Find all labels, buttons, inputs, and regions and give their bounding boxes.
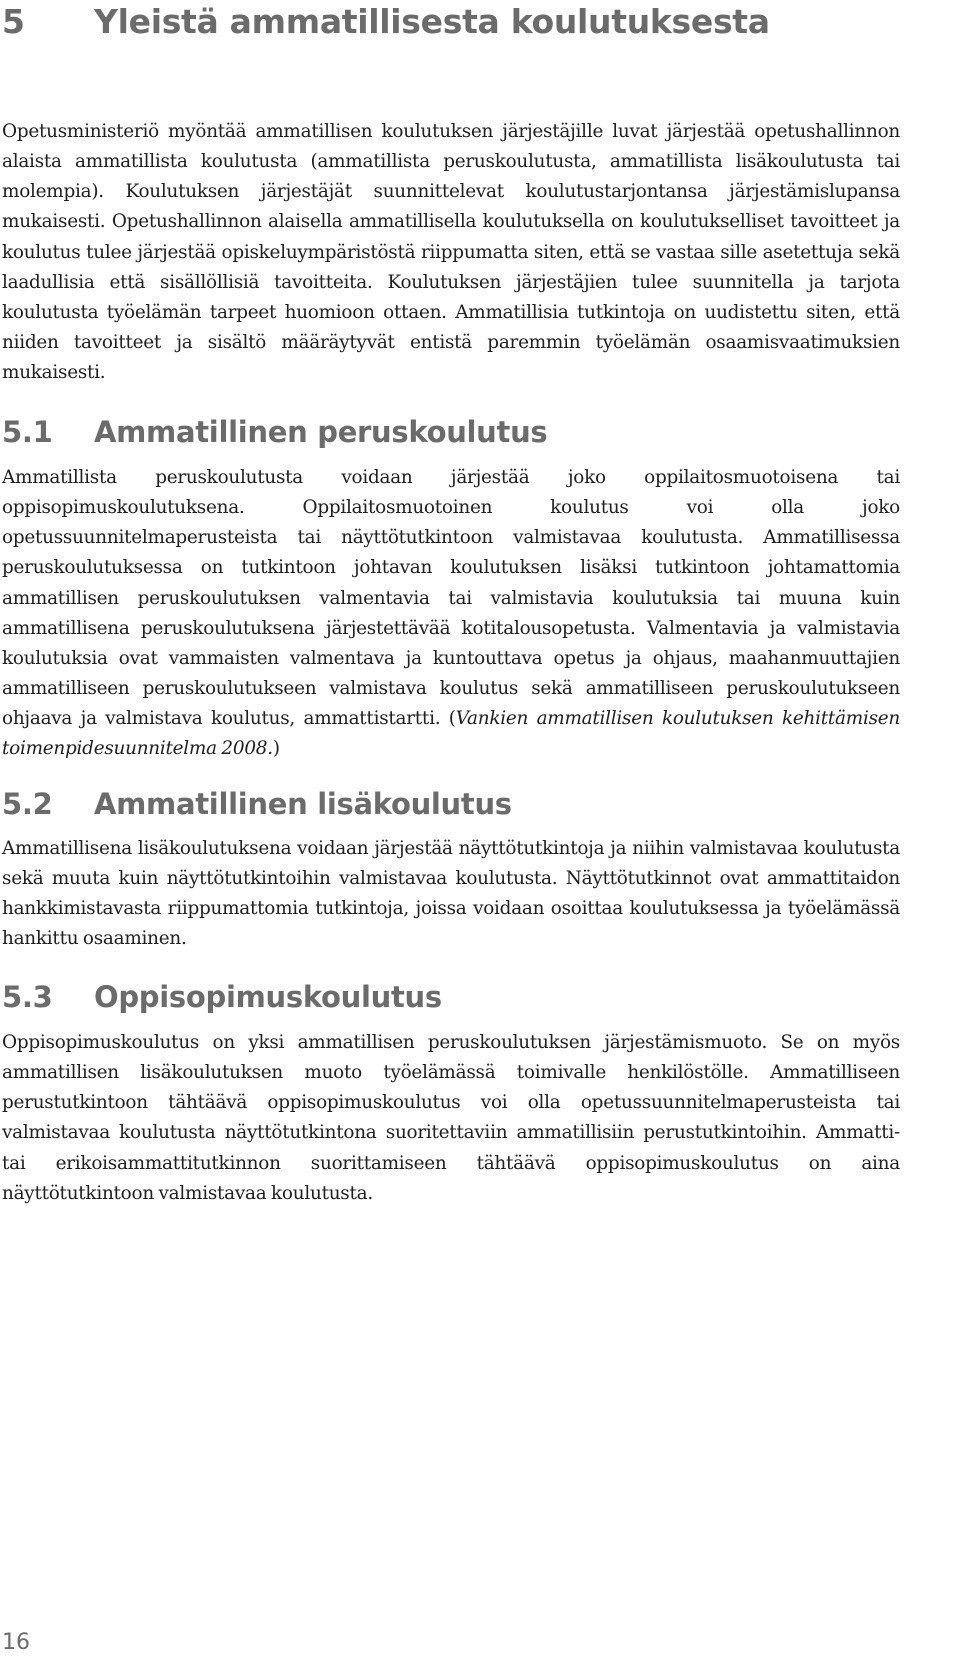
section-number: 5.3 — [2, 980, 53, 1014]
chapter-heading — [2, 0, 770, 44]
section-paragraph-5-3: Oppisopimuskoulutus on yksi ammatillisen peruskoulutuksen järjestämismuoto. Se on myös ammatillisen lisäkoulutuksen muoto työelämässä toimivalle henkilöstölle. Ammatilliseen perustutkintoon tähtäävä oppisopimuskoulutus voi olla opetussuunnitelmaperusteista tai valmistavaa koulutusta näyttötutkintona suoritettaviin ammatillisiin perustutkintoihin. Ammatti- tai erikoisammattitutkinnon suorittamiseen tähtäävä oppisopimuskoulutus on aina näyttötutkintoon valmistavaa koulutusta. — [2, 1032, 900, 1204]
chapter-paragraph: Opetusministeriö myöntää ammatillisen koulutuksen järjestäjille luvat järjestää opetushallinnon alaista ammatillista koulutusta (ammatillista peruskoulutusta, ammatillista lisäkoulutusta tai molempia). Koulutuksen järjestäjät suunnittelevat koulutustarjontansa järjestämislupansa mukaisesti. Opetushallinnon alaisella ammatillisella koulutuksella on koulutukselliset tavoitteet ja koulutus tulee järjestää opiskeluympäristöstä riippumatta siten, että se vastaa sille asetettuja sekä laadullisia että sisällöllisiä tavoitteita. Koulutuksen järjestäjien tulee suunnitella ja tarjota koulutusta työelämän tarpeet huomioon ottaen. Ammatillisia tutkintoja on uudistettu siten, että niiden tavoitteet ja sisältö määräytyvät entistä paremmin työelämän osaamisvaatimuksien mukaisesti. — [2, 121, 900, 384]
section-title: Ammatillinen peruskoulutus — [94, 415, 548, 449]
section-heading-5-3 — [2, 978, 442, 1016]
section-paragraph-5-1 — [2, 463, 900, 765]
chapter-number: 5 — [2, 2, 25, 41]
chapter-title: Yleistä ammatillisesta koulutuksesta — [94, 2, 770, 41]
section-number: 5.1 — [2, 415, 53, 449]
section-heading-5-2 — [2, 785, 512, 823]
section-heading-5-1 — [2, 413, 547, 451]
section-paragraph-5-2: Ammatillisena lisäkoulutuksena voidaan järjestää näyttötutkintoja ja niihin valmistavaa koulutusta sekä muuta kuin näyttötutkintoihin valmistavaa koulutusta. Näyttötutkinnot ovat ammattitaidon hankkimistavasta riippumattomia tutkintoja, joissa voidaan osoittaa koulutuksessa ja työelämässä hankittu osaaminen. — [2, 838, 900, 950]
section-title: Ammatillinen lisäkoulutus — [94, 787, 512, 821]
section-title: Oppisopimuskoulutus — [94, 980, 442, 1014]
paragraph-text: Ammatillista peruskoulutusta voidaan järjestää joko oppilaitosmuotoisena tai oppisopimuskoulutuksena. Oppilaitosmuotoinen koulutus voi olla joko opetussuunnitelmaperusteista tai näyttötutkintoon valmistavaa koulutusta. Ammatillisessa peruskoulutuksessa on tutkintoon johtavan koulutuksen lisäksi tutkintoon johtamattomia ammatillisen peruskoulutuksen valmentavia tai valmistavia koulutuksia tai muuna kuin ammatillisena peruskoulutuksena järjestettävää kotitalousopetusta. Valmentavia ja valmistavia koulutuksia ovat vammaisten valmentava ja kuntouttava opetus ja ohjaus, maahanmuuttajien ammatilliseen peruskoulutukseen valmistava koulutus sekä ammatilliseen peruskoulutukseen ohjaava ja valmistava koulutus, ammattistartti. ( — [2, 467, 900, 730]
section-number: 5.2 — [2, 787, 53, 821]
citation-closing: ) — [272, 738, 280, 760]
page-number: 16 — [2, 1630, 30, 1655]
citation-title: Vankien ammatillisen koulutuksen kehittämisen toimenpidesuunnitelma 2008. — [2, 708, 900, 760]
